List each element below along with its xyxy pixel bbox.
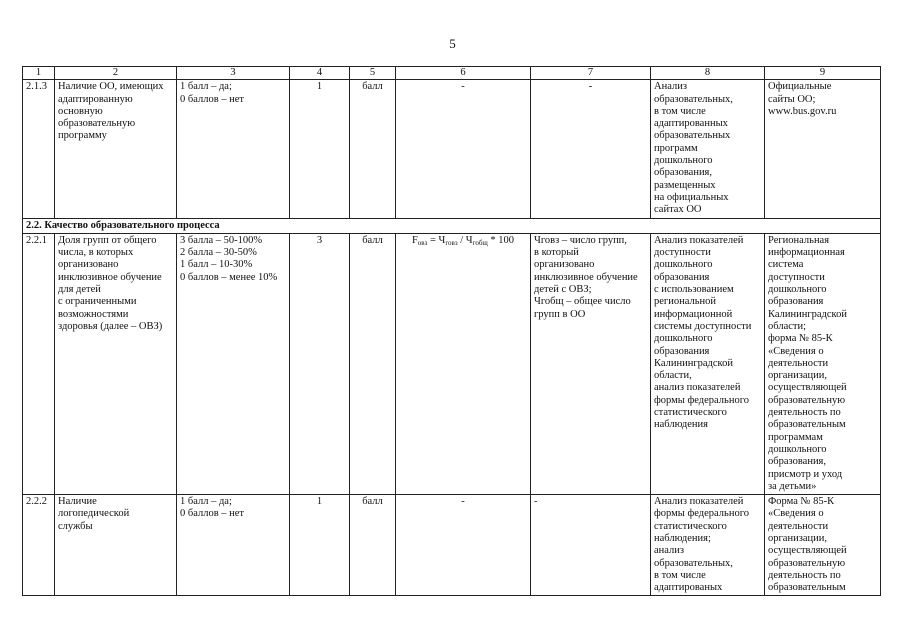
max-score: 1: [290, 495, 350, 596]
score-scale: 1 балл – да; 0 баллов – нет: [177, 495, 290, 596]
indicator-name: Доля групп от общего числа, в которых организовано инклюзивное обучение для детей с ограниченными возможностями здоровья (далее – ОВЗ): [55, 233, 177, 494]
column-number-6: 6: [396, 67, 531, 80]
section-title: 2.2. Качество образовательного процесса: [23, 218, 881, 233]
column-number-7: 7: [531, 67, 651, 80]
unit: балл: [350, 495, 396, 596]
indicator-name: Наличие ОО, имеющих адаптированную основную образовательную программу: [55, 80, 177, 218]
column-number-5: 5: [350, 67, 396, 80]
row-code: 2.1.3: [23, 80, 55, 218]
column-number-8: 8: [651, 67, 765, 80]
table-row-2-1-3: [23, 80, 881, 218]
formula-div: / Ч: [457, 234, 473, 246]
formula-legend: -: [531, 495, 651, 596]
unit: балл: [350, 80, 396, 218]
max-score: 3: [290, 233, 350, 494]
column-number-3: 3: [177, 67, 290, 80]
page-number: 5: [449, 36, 456, 51]
formula-legend: -: [531, 80, 651, 218]
score-scale: 3 балла – 50-100% 2 балла – 30-50% 1 балл – 10-30% 0 баллов – менее 10%: [177, 233, 290, 494]
column-number-1: 1: [23, 67, 55, 80]
formula-legend: Чговз – число групп, в который организовано инклюзивное обучение детей с ОВЗ; Чгобщ – общее число групп в ОО: [531, 233, 651, 494]
table-row-2-2-2: [23, 495, 881, 596]
evaluation-method: Анализ образовательных, в том числе адаптированных образовательных программ дошкольного образования, размещенных на официальных сайтах ОО: [651, 80, 765, 218]
formula: [396, 233, 531, 494]
formula-tail: * 100: [487, 234, 515, 246]
data-source: Официальные сайты ОО; www.bus.gov.ru: [765, 80, 881, 218]
formula-f-sub: овз: [417, 238, 428, 247]
section-row-2-2: [23, 218, 881, 233]
formula-f: F: [411, 234, 418, 246]
row-code: 2.2.1: [23, 233, 55, 494]
table-row-2-2-1: [23, 233, 881, 494]
formula-eq: = Ч: [427, 234, 446, 246]
column-number-row: [23, 67, 881, 80]
evaluation-method: Анализ показателей формы федерального статистического наблюдения; анализ образовательных, в том числе адаптированых: [651, 495, 765, 596]
formula-num-sub: говз: [445, 238, 458, 247]
data-source: Форма № 85-К «Сведения о деятельности организации, осуществляющей образовательную деятельность по образовательным: [765, 495, 881, 596]
formula-den-sub: гобщ: [472, 238, 488, 247]
column-number-9: 9: [765, 67, 881, 80]
evaluation-method: Анализ показателей доступности дошкольного образования с использованием региональной информационной системы доступности дошкольного образования Калининградской области, анализ показателей формы федерального статистического наблюдения: [651, 233, 765, 494]
formula: -: [396, 80, 531, 218]
column-number-4: 4: [290, 67, 350, 80]
criteria-table: [22, 66, 881, 596]
formula: -: [396, 495, 531, 596]
data-source: Региональная информационная система доступности дошкольного образования Калининградской области; форма № 85-К «Сведения о деятельности организации, осуществляющей образовательную деятельность по образовательным программам дошкольного образования, присмотр и уход за детьми»: [765, 233, 881, 494]
score-scale: 1 балл – да; 0 баллов – нет: [177, 80, 290, 218]
column-number-2: 2: [55, 67, 177, 80]
indicator-name: Наличие логопедической службы: [55, 495, 177, 596]
max-score: 1: [290, 80, 350, 218]
row-code: 2.2.2: [23, 495, 55, 596]
unit: балл: [350, 233, 396, 494]
